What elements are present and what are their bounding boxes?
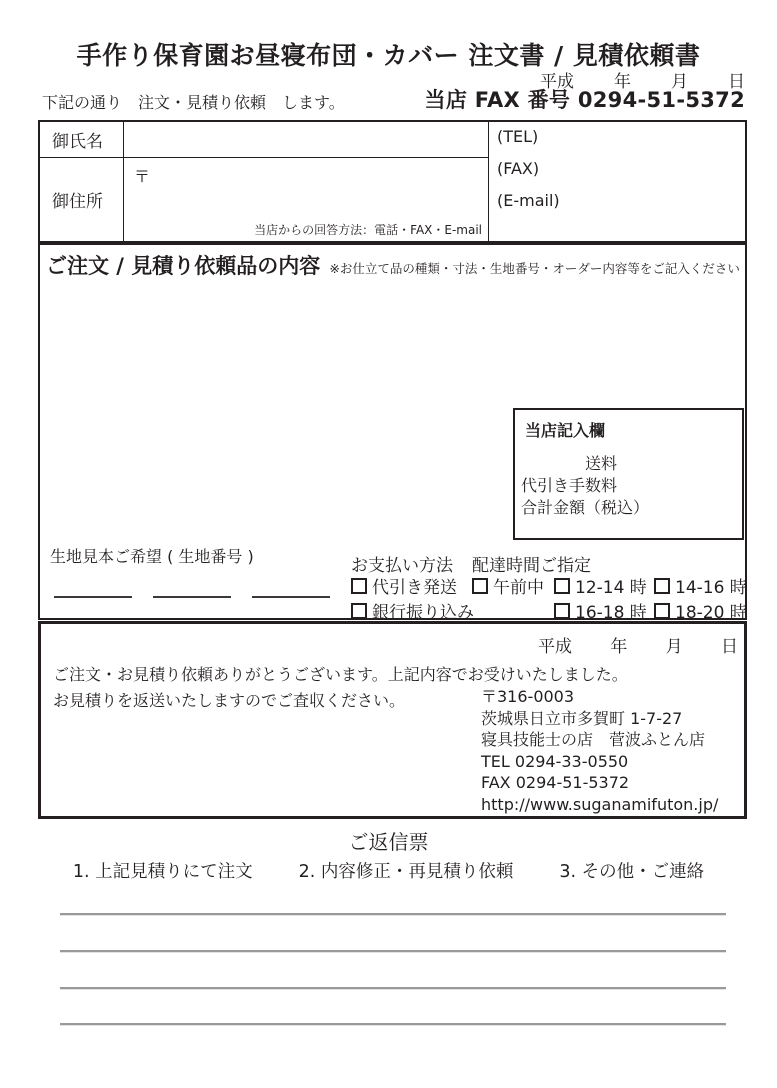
customer-address-label: 御住所	[40, 158, 124, 241]
checkbox-morning[interactable]	[472, 573, 544, 598]
customer-info-table	[38, 120, 747, 243]
customer-address-input[interactable]	[124, 158, 489, 241]
intro-text: 下記の通り 注文・見積り依頼 します。	[42, 93, 345, 112]
postal-mark: 〒	[134, 167, 151, 186]
checkbox-icon	[554, 578, 570, 594]
reply-write-line[interactable]	[60, 987, 726, 990]
total-amount-label: 合計金額（税込）	[521, 498, 650, 517]
year-label: 年	[614, 72, 631, 92]
store-website-url: http://www.suganamifuton.jp/	[481, 794, 719, 814]
reply-slip-title: ご返信票	[348, 830, 429, 854]
checkbox-18-20[interactable]	[654, 598, 747, 623]
fax-label: (FAX)	[497, 159, 540, 178]
checkbox-16-18[interactable]	[554, 598, 647, 623]
checkbox-icon	[554, 603, 570, 619]
reply-option-2: 2. 内容修正・再見積り依頼	[298, 862, 514, 882]
month-label: 月	[671, 72, 688, 92]
reply-option-1: 1. 上記見積りにて注文	[72, 862, 253, 882]
day-label: 日	[720, 637, 738, 657]
order-content-note: ※お仕立て品の種類・寸法・生地番号・オーダー内容等をご記入ください	[329, 261, 740, 276]
reply-write-line[interactable]	[60, 950, 726, 953]
store-use-title: 当店記入欄	[525, 421, 606, 440]
fabric-sample-blank[interactable]	[153, 586, 231, 598]
checkbox-icon	[351, 578, 367, 594]
reply-method-note: 当店からの回答方法：電話・FAX・E-mail	[254, 223, 482, 237]
store-use-box	[513, 408, 744, 540]
thanks-message: ご注文・お見積り依頼ありがとうございます。上記内容でお受けいたしました。	[53, 665, 628, 684]
store-fax-number: 当店 FAX 番号 0294-51-5372	[424, 88, 745, 112]
checkbox-icon	[351, 603, 367, 619]
reply-option-3: 3. その他・ご連絡	[559, 862, 705, 882]
store-postal-code: 〒316-0003	[481, 687, 575, 706]
contact-input-area[interactable]	[489, 122, 745, 241]
order-content-heading: ご注文 / 見積り依頼品の内容	[46, 254, 321, 278]
checkbox-label: 12-14 時	[575, 578, 647, 598]
payment-method-heading: お支払い方法	[351, 556, 453, 576]
store-fax: FAX 0294-51-5372	[481, 773, 630, 792]
order-content-header	[40, 245, 745, 280]
customer-name-label: 御氏名	[40, 122, 124, 158]
reply-write-line[interactable]	[60, 1023, 726, 1026]
checkbox-icon	[654, 603, 670, 619]
store-name: 寝具技能士の店 菅波ふとん店	[481, 730, 706, 749]
confirmation-box	[38, 621, 747, 819]
return-message: お見積りを返送いたしますのでご査収ください。	[53, 691, 406, 710]
order-content-area[interactable]	[48, 290, 498, 530]
year-label: 年	[610, 637, 628, 657]
checkbox-icon	[472, 578, 488, 594]
checkbox-label: 午前中	[493, 578, 544, 598]
cod-fee-label: 代引き手数料	[521, 476, 618, 495]
checkbox-bank-transfer[interactable]	[351, 598, 474, 623]
email-label: (E-mail)	[497, 191, 560, 210]
tel-label: (TEL)	[497, 127, 539, 146]
era-label: 平成	[540, 72, 574, 92]
delivery-time-heading: 配達時間ご指定	[472, 556, 591, 576]
checkbox-12-14[interactable]	[554, 573, 647, 598]
fabric-sample-blank-row-1	[54, 586, 330, 598]
fabric-sample-blank[interactable]	[54, 586, 132, 598]
fabric-sample-blank[interactable]	[252, 586, 330, 598]
store-tel: TEL 0294-33-0550	[481, 751, 629, 771]
form-title: 手作り保育園お昼寝布団・カバー 注文書 / 見積依頼書	[76, 41, 701, 70]
checkbox-label: 16-18 時	[575, 603, 647, 623]
checkbox-14-16[interactable]	[654, 573, 747, 598]
checkbox-label: 銀行振り込み	[372, 603, 474, 623]
confirmation-date-fill-row[interactable]	[538, 632, 738, 657]
customer-name-input[interactable]	[124, 122, 489, 158]
checkbox-label: 14-16 時	[675, 578, 747, 598]
shipping-fee-label: 送料	[585, 454, 618, 473]
era-label: 平成	[538, 637, 572, 657]
order-content-box	[38, 243, 747, 623]
checkbox-label: 代引き発送	[372, 578, 457, 598]
reply-slip-options	[0, 858, 777, 883]
checkbox-label: 18-20 時	[675, 603, 747, 623]
store-address-line: 茨城県日立市多賀町 1-7-27	[481, 708, 683, 728]
fabric-sample-label: 生地見本ご希望 ( 生地番号 )	[50, 547, 254, 566]
store-address-block	[481, 686, 718, 815]
checkbox-cod-shipping[interactable]	[351, 573, 457, 598]
checkbox-icon	[654, 578, 670, 594]
month-label: 月	[665, 637, 683, 657]
reply-write-line[interactable]	[60, 913, 726, 916]
day-label: 日	[728, 72, 745, 92]
